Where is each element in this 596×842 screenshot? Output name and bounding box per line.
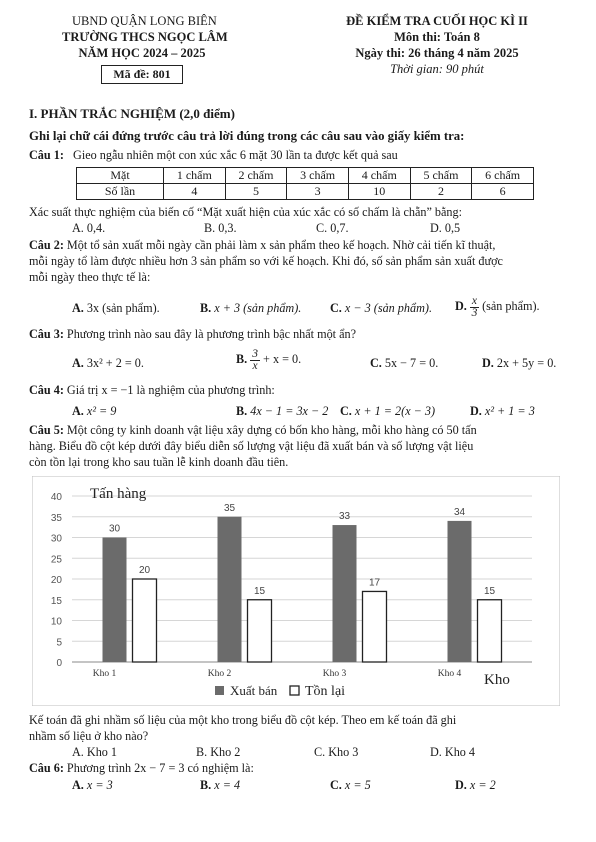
bar-remaining <box>248 600 272 662</box>
legend-label-remaining: Tồn lại <box>305 684 346 699</box>
y-tick-label: 15 <box>50 595 62 607</box>
school-name: TRƯỜNG THCS NGỌC LÂM <box>62 30 228 44</box>
answer-text: 5x − 7 = 0. <box>384 356 439 370</box>
exam-date: Ngày thi: 26 tháng 4 năm 2025 <box>355 46 519 60</box>
answer-a: A. Kho 1 <box>72 745 118 759</box>
data-label: 33 <box>338 511 351 523</box>
fraction-denominator: x <box>252 359 258 372</box>
answer-text: 4x − 1 = 3x − 2 <box>250 404 329 418</box>
question-2 <box>29 238 495 253</box>
answer-label: C. <box>330 778 342 792</box>
table-cell: 6 chấm <box>472 168 534 184</box>
question-5-line2: hàng. Biểu đồ cột kép dưới đây biểu diễn số lượng vật liệu đã xuất bán và số lượng vật liệu <box>29 439 474 453</box>
answer-label: D. <box>482 356 494 370</box>
question-1 <box>29 148 398 163</box>
answer-a <box>72 778 113 792</box>
bar-sold <box>103 538 127 663</box>
data-label: 17 <box>368 577 381 589</box>
question-5 <box>29 423 477 438</box>
question-4 <box>29 383 275 398</box>
x-axis-label: Kho <box>484 672 510 688</box>
x-category-label: Kho 4 <box>437 669 462 679</box>
answer-a: A. 0,4. <box>72 221 106 235</box>
bar-remaining <box>133 579 157 662</box>
answer-c <box>330 301 432 315</box>
answer-text: x = 4 <box>214 778 241 792</box>
section-title: I. PHẦN TRẮC NGHIỆM (2,0 điểm) <box>29 106 235 121</box>
data-label: 15 <box>483 585 496 597</box>
table-header-row <box>77 168 534 184</box>
answer-b <box>200 778 240 792</box>
school-year: NĂM HỌC 2024 – 2025 <box>78 46 206 60</box>
question-label: Câu 4: <box>29 383 64 397</box>
district-name: UBND QUẬN LONG BIÊN <box>72 14 217 28</box>
answer-d: D. Kho 4 <box>430 745 476 759</box>
answer-text: x + 1 = 2(x − 3) <box>354 404 436 418</box>
table-cell: 4 <box>164 184 226 200</box>
y-tick-label: 30 <box>50 533 62 545</box>
x-category-label: Kho 3 <box>322 669 347 679</box>
answer-b <box>200 301 301 315</box>
answer-label: A. <box>72 356 84 370</box>
answer-c <box>340 404 435 418</box>
question-label: Câu 5: <box>29 423 64 437</box>
y-tick-label: 20 <box>50 575 62 586</box>
answer-d <box>455 778 496 792</box>
question-5-after-line2: nhầm số liệu ở kho nào? <box>29 729 149 743</box>
answer-label: B. <box>200 301 212 315</box>
bar-remaining <box>478 600 502 662</box>
exam-duration: Thời gian: 90 phút <box>390 62 484 76</box>
answer-label: C. <box>330 301 342 315</box>
answer-a <box>72 404 116 418</box>
exam-title: ĐỀ KIỂM TRA CUỐI HỌC KÌ II <box>346 14 528 28</box>
answer-label: B. <box>236 404 248 418</box>
answer-d <box>455 291 540 321</box>
answer-label: B. <box>236 352 248 366</box>
question-text: Gieo ngẫu nhiên một con xúc xắc 6 mặt 30 lần ta được kết quả sau <box>73 148 398 162</box>
legend-swatch-remaining <box>290 686 299 695</box>
subject-line: Môn thi: Toán 8 <box>394 30 480 44</box>
answer-label: C. <box>340 404 352 418</box>
question-text: Một công ty kinh doanh vật liệu xây dựng có bốn kho hàng, mỗi kho hàng có 50 tấn <box>66 423 477 437</box>
answer-b: B. 0,3. <box>204 221 237 235</box>
y-tick-label: 10 <box>50 616 62 628</box>
question-5-after-line1: Kế toán đã ghi nhầm số liệu của một kho trong biểu đồ cột kép. Theo em kế toán đã ghi <box>29 713 457 727</box>
fraction-numerator: x <box>471 294 478 307</box>
question-label: Câu 1: <box>29 148 64 162</box>
table-cell: 4 chấm <box>348 168 410 184</box>
x-category-label: Kho 2 <box>207 669 232 679</box>
answer-text: 3x (sản phẩm). <box>86 301 160 315</box>
answer-text: + x = 0. <box>263 352 302 366</box>
answer-c <box>330 778 371 792</box>
data-label: 30 <box>108 523 121 535</box>
answer-label: A. <box>72 778 84 792</box>
fraction-numerator: 3 <box>252 347 258 360</box>
answer-text: x − 3 (sản phẩm). <box>344 301 432 315</box>
data-label: 15 <box>253 585 266 597</box>
question-2-line3: mỗi ngày theo thực tế là: <box>29 270 151 284</box>
answer-c: C. 0,7. <box>316 221 349 235</box>
question-6 <box>29 761 254 776</box>
table-cell: 1 chấm <box>164 168 226 184</box>
y-tick-label: 40 <box>50 492 62 503</box>
fraction-denominator: 3 <box>471 306 478 319</box>
table-cell: 3 chấm <box>287 168 349 184</box>
answer-label: C. <box>370 356 382 370</box>
answer-b <box>236 344 301 374</box>
question-label: Câu 3: <box>29 327 64 341</box>
table-cell: 10 <box>348 184 410 200</box>
table-cell: Mặt <box>77 168 164 184</box>
answer-text: x = 5 <box>344 778 371 792</box>
bar-sold <box>218 517 242 662</box>
table-cell: 5 chấm <box>410 168 472 184</box>
answer-text: x = 3 <box>86 778 113 792</box>
y-tick-label: 35 <box>50 512 62 524</box>
question-5-line3: còn tồn lại trong kho sau tuần lễ kinh doanh đầu tiên. <box>29 455 289 469</box>
y-tick-label: 25 <box>50 554 62 566</box>
table-cell: 3 <box>287 184 349 200</box>
answer-d <box>482 356 556 370</box>
y-axis-label: Tấn hàng <box>90 486 147 502</box>
data-label: 20 <box>138 565 151 576</box>
answer-label: B. <box>200 778 212 792</box>
answer-text: (sản phẩm). <box>482 299 540 313</box>
answer-c: C. Kho 3 <box>314 745 359 759</box>
answer-label: D. <box>455 299 467 313</box>
question-text: Giá trị x = −1 là nghiệm của phương trình: <box>66 383 275 397</box>
answer-text: x² = 9 <box>86 404 117 418</box>
y-tick-label: 0 <box>56 658 62 669</box>
table-cell: 5 <box>225 184 287 200</box>
frequency-table <box>76 167 534 200</box>
question-label: Câu 6: <box>29 761 64 775</box>
data-label: 34 <box>453 506 466 518</box>
question-3 <box>29 327 356 342</box>
question-1-prompt: Xác suất thực nghiệm của biến cố “Mặt xuất hiện của xúc xắc có số chấm là chẵn” bằng: <box>29 205 462 219</box>
question-text: Phương trình nào sau đây là phương trình bậc nhất một ẩn? <box>66 327 357 341</box>
answer-text: x = 2 <box>469 778 496 792</box>
table-cell: Số lần <box>77 184 164 200</box>
fraction <box>250 349 260 372</box>
answer-a <box>72 356 144 370</box>
answer-text: 2x + 5y = 0. <box>496 356 557 370</box>
table-cell: 6 <box>472 184 534 200</box>
answer-label: D. <box>455 778 467 792</box>
answer-a <box>72 301 160 315</box>
data-label: 35 <box>223 502 236 514</box>
answer-text: x + 3 (sản phẩm). <box>214 301 302 315</box>
exam-code-box: Mã đề: 801 <box>101 65 183 84</box>
answer-d <box>470 404 535 418</box>
answer-label: D. <box>470 404 482 418</box>
table-row <box>77 184 534 200</box>
y-tick-label: 5 <box>56 637 62 649</box>
answer-b: B. Kho 2 <box>196 745 241 759</box>
answer-label: A. <box>72 404 84 418</box>
legend-swatch-sold <box>215 686 224 695</box>
answer-text: x² + 1 = 3 <box>484 404 535 418</box>
question-text: Một tổ sản xuất mỗi ngày cần phải làm x sản phẩm theo kế hoạch. Nhờ cải tiến kĩ thuật, <box>66 238 496 252</box>
double-bar-chart <box>32 476 560 706</box>
question-text: Phương trình 2x − 7 = 3 có nghiệm là: <box>66 761 254 775</box>
answer-text: 3x² + 2 = 0. <box>86 356 144 370</box>
bar-sold <box>333 525 357 662</box>
bar-remaining <box>363 591 387 662</box>
answer-d: D. 0,5 <box>430 221 461 235</box>
fraction <box>470 296 479 319</box>
section-instruction: Ghi lại chữ cái đứng trước câu trả lời đúng trong các câu sau vào giấy kiểm tra: <box>29 129 465 143</box>
x-category-label: Kho 1 <box>92 669 117 679</box>
table-cell: 2 chấm <box>225 168 287 184</box>
answer-c <box>370 356 438 370</box>
table-cell: 2 <box>410 184 472 200</box>
bar-sold <box>448 521 472 662</box>
legend-label-sold: Xuất bán <box>230 683 278 698</box>
question-2-line2: mỗi ngày tổ làm được nhiều hơn 3 sản phẩm so với kế hoạch. Khi đó, số sản phẩm sản xuất được <box>29 254 503 268</box>
question-label: Câu 2: <box>29 238 64 252</box>
answer-b <box>236 404 328 418</box>
answer-label: A. <box>72 301 84 315</box>
